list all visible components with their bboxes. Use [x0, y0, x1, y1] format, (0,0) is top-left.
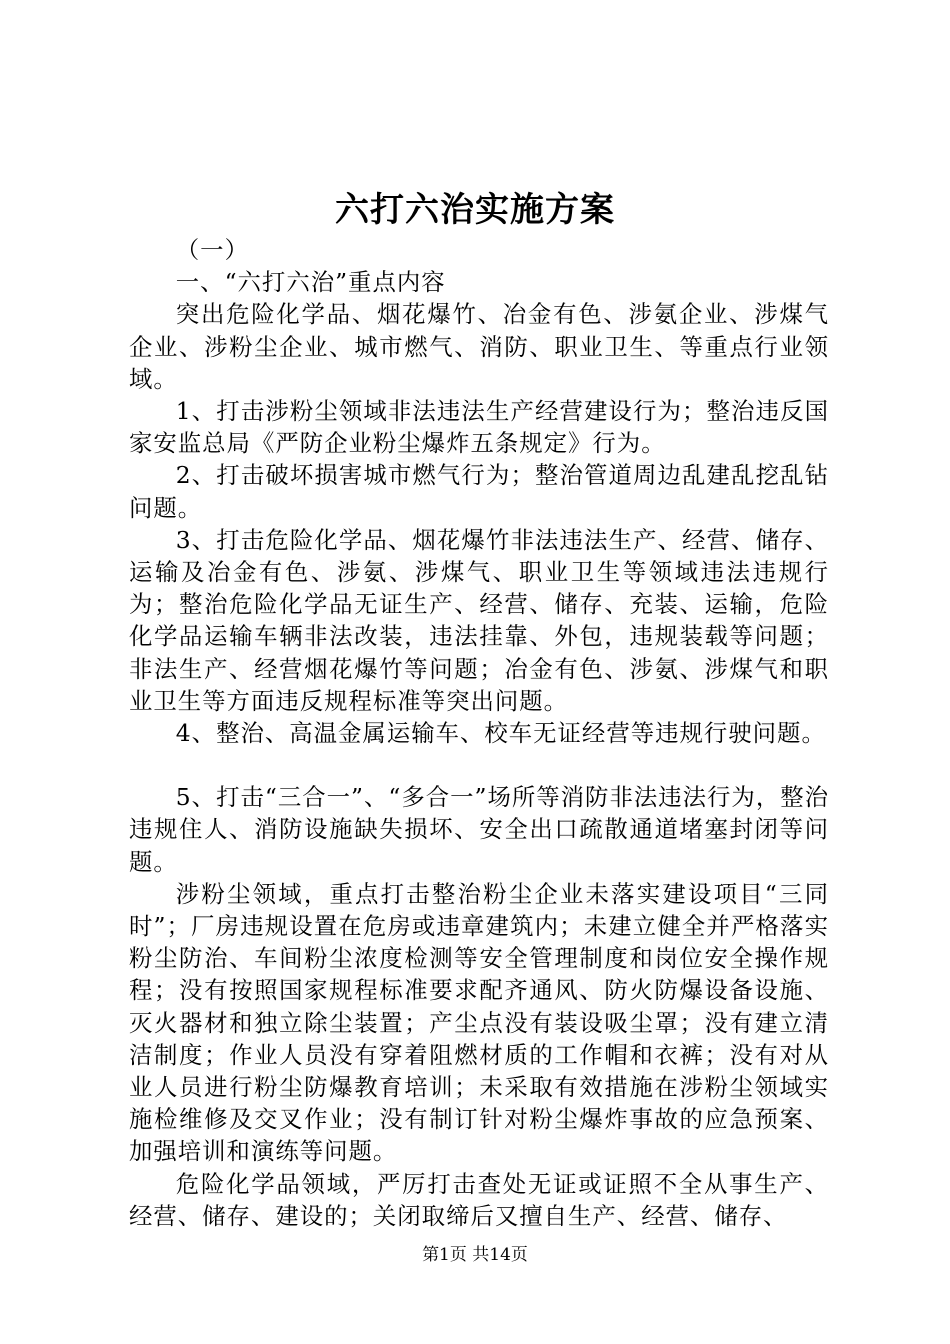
paragraph-heading-key-content: 一、“六打六治”重点内容 — [175, 268, 446, 297]
paragraph-dust-field: 涉粉尘领域，重点打击整治粉尘企业未落实建设项目“三同时”；厂房违规设置在危房或违章建筑内；未建立健全并严格落实粉尘防治、车间粉尘浓度检测等安全管理制度和岗位安全操作规程；没有按照国家规程标准要求配齐通风、防火防爆设备设施、灭火器材和独立除尘装置；产尘点没有装设吸尘罩；没有建立清洁制度；作业人员没有穿着阻燃材质的工作帽和衣裤；没有对从业人员进行粉尘防爆教育培训；未采取有效措施在涉粉尘领域实施检维修及交叉作业；没有制订针对粉尘爆炸事故的应急预案、加强培训和演练等问题。 — [129, 879, 829, 1166]
page-title: 六打六治实施方案 — [335, 190, 615, 230]
paragraph-item-3: 3、打击危险化学品、烟花爆竹非法违法生产、经营、储存、运输及冶金有色、涉氨、涉煤气、职业卫生等领域违法违规行为；整治危险化学品无证生产、经营、储存、充装、运输，危险化学品运输车辆非法改装，违法挂靠、外包，违规装载等问题；非法生产、经营烟花爆竹等问题；冶金有色、涉氨、涉煤气和职业卫生等方面违反规程标准等突出问题。 — [129, 525, 829, 715]
page-footer: 第1页 共14页 — [422, 1245, 528, 1265]
paragraph-item-5: 5、打击“三合一”、“多合一”场所等消防非法违法行为，整治违规住人、消防设施缺失损坏、安全出口疏散通道堵塞封闭等问题。 — [129, 783, 829, 876]
paragraph-hazardous-chemicals: 危险化学品领域，严厉打击查处无证或证照不全从事生产、经营、储存、建设的；关闭取缔后又擅自生产、经营、储存、 — [129, 1169, 829, 1230]
paragraph-section-number: （一） — [175, 236, 249, 264]
paragraph-key-industries: 突出危险化学品、烟花爆竹、冶金有色、涉氨企业、涉煤气企业、涉粉尘企业、城市燃气、消防、职业卫生、等重点行业领域。 — [129, 300, 829, 393]
paragraph-item-4: 4、整治、高温金属运输车、校车无证经营等违规行驶问题。 — [175, 719, 826, 748]
paragraph-item-2: 2、打击破坏损害城市燃气行为；整治管道周边乱建乱挖乱钻问题。 — [129, 461, 829, 522]
document-body — [129, 234, 829, 1232]
paragraph-item-1: 1、打击涉粉尘领域非法违法生产经营建设行为；整治违反国家安监总局《严防企业粉尘爆炸五条规定》行为。 — [129, 397, 829, 458]
